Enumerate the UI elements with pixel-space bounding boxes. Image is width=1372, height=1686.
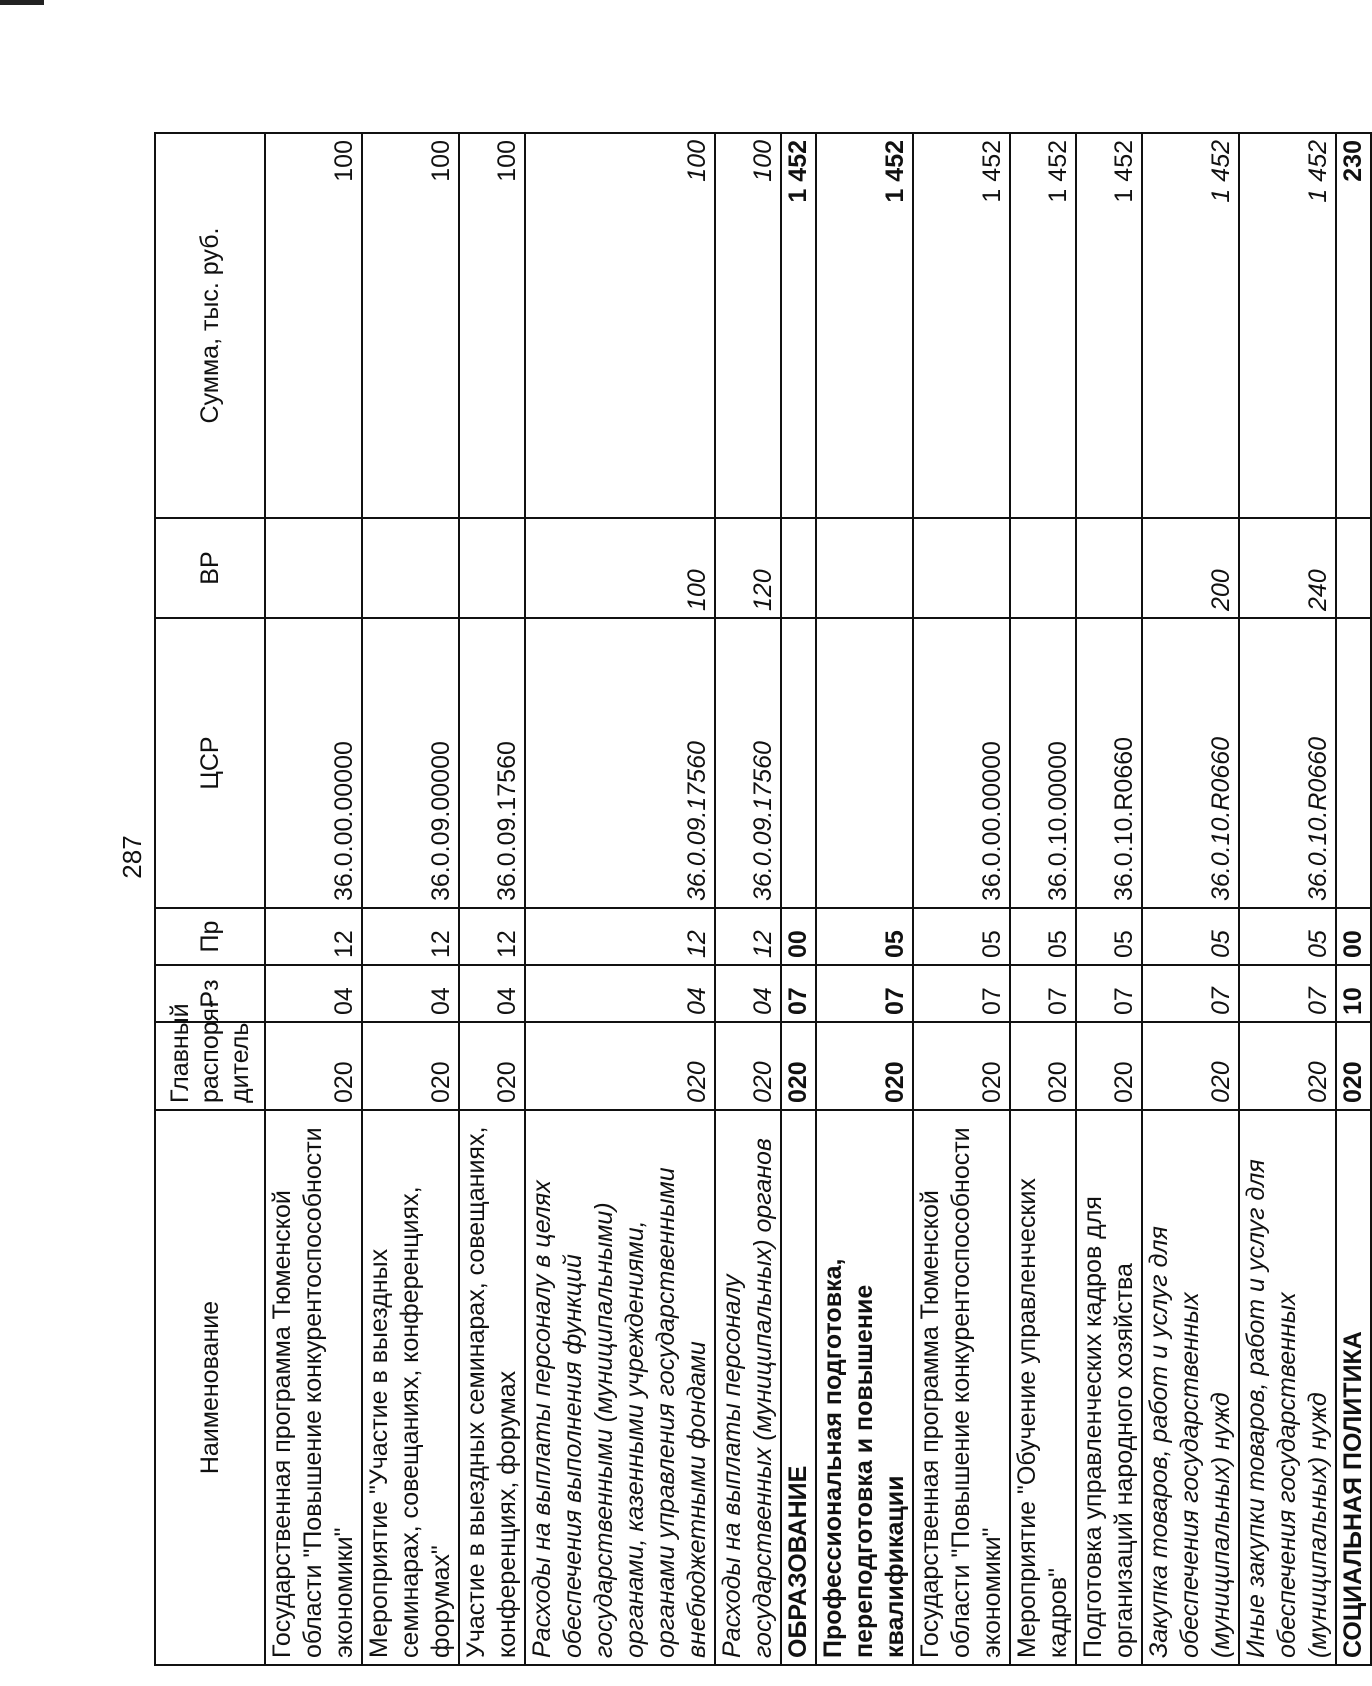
table-row: [1010, 133, 1076, 1665]
cell-section: 10: [1336, 965, 1371, 1022]
cell-subsection: 05: [816, 908, 913, 965]
cell-subsection: 05: [1142, 908, 1239, 965]
table-row: [1336, 133, 1371, 1665]
cell-amount: 1 452: [1142, 133, 1239, 518]
cell-expense-type: 100: [525, 518, 715, 618]
cell-amount: 1 452: [1076, 133, 1142, 518]
header-amount: Сумма, тыс. руб.: [155, 133, 265, 518]
cell-target-article: 36.0.10.R0660: [1076, 618, 1142, 908]
cell-amount: 100: [459, 133, 525, 518]
cell-amount: 1 452: [913, 133, 1010, 518]
cell-target-article: 36.0.10.R0660: [1142, 618, 1239, 908]
cell-section: 07: [913, 965, 1010, 1022]
cell-name: Мероприятие "Обучение управленческих кадров": [1010, 1110, 1076, 1665]
header-target-article: ЦСР: [155, 618, 265, 908]
cell-amount: 230: [1336, 133, 1371, 518]
table-row: [1076, 133, 1142, 1665]
table-header-row: [155, 133, 265, 1665]
cell-amount: 1 452: [816, 133, 913, 518]
cell-section: 04: [715, 965, 781, 1022]
table-row: [816, 133, 913, 1665]
cell-name: Закупка товаров, работ и услуг для обеспечения государственных (муниципальных) нужд: [1142, 1110, 1239, 1665]
table-body: [265, 133, 1371, 1665]
table-row: [525, 133, 715, 1665]
header-expense-type: ВР: [155, 518, 265, 618]
cell-section: 04: [362, 965, 459, 1022]
cell-main-manager: 020: [1336, 1022, 1371, 1110]
cell-name: Расходы на выплаты персоналу в целях обеспечения выполнения функций государственными (муниципальными) органами, казенными учреждениями, органами управления государственными внебюджетными фондами: [525, 1110, 715, 1665]
cell-name: Профессиональная подготовка, переподготовка и повышение квалификации: [816, 1110, 913, 1665]
cell-section: 04: [265, 965, 362, 1022]
cell-expense-type: [1076, 518, 1142, 618]
cell-subsection: 12: [459, 908, 525, 965]
table-row: [1239, 133, 1336, 1665]
cell-target-article: 36.0.10.R0660: [1239, 618, 1336, 908]
cell-subsection: 12: [525, 908, 715, 965]
cell-name: Подготовка управленческих кадров для организаций народного хозяйства: [1076, 1110, 1142, 1665]
scan-edge-mark: [0, 0, 44, 5]
cell-name: Расходы на выплаты персоналу государственных (муниципальных) органов: [715, 1110, 781, 1665]
cell-target-article: [1336, 618, 1371, 908]
table-row: [1142, 133, 1239, 1665]
cell-section: 07: [1142, 965, 1239, 1022]
cell-amount: 100: [715, 133, 781, 518]
cell-expense-type: [1010, 518, 1076, 618]
cell-subsection: 00: [781, 908, 816, 965]
cell-target-article: 36.0.09.00000: [362, 618, 459, 908]
cell-section: 07: [1239, 965, 1336, 1022]
table-row: [913, 133, 1010, 1665]
cell-main-manager: 020: [1076, 1022, 1142, 1110]
table-row: [781, 133, 816, 1665]
cell-name: СОЦИАЛЬНАЯ ПОЛИТИКА: [1336, 1110, 1371, 1665]
cell-main-manager: 020: [781, 1022, 816, 1110]
cell-section: 04: [525, 965, 715, 1022]
cell-subsection: 05: [1076, 908, 1142, 965]
cell-section: 07: [1076, 965, 1142, 1022]
cell-subsection: 12: [265, 908, 362, 965]
cell-expense-type: [781, 518, 816, 618]
budget-table: [154, 132, 1372, 1666]
cell-expense-type: [913, 518, 1010, 618]
cell-amount: 1 452: [1239, 133, 1336, 518]
cell-target-article: [781, 618, 816, 908]
cell-subsection: 12: [715, 908, 781, 965]
cell-name: Участие в выездных семинарах, совещаниях, конференциях, форумах: [459, 1110, 525, 1665]
cell-target-article: 36.0.09.17560: [459, 618, 525, 908]
cell-target-article: 36.0.09.17560: [525, 618, 715, 908]
cell-subsection: 05: [1239, 908, 1336, 965]
cell-main-manager: 020: [1239, 1022, 1336, 1110]
table-row: [715, 133, 781, 1665]
table-row: [362, 133, 459, 1665]
cell-main-manager: 020: [525, 1022, 715, 1110]
cell-target-article: 36.0.00.00000: [913, 618, 1010, 908]
cell-main-manager: 020: [715, 1022, 781, 1110]
cell-section: 07: [1010, 965, 1076, 1022]
header-name: Наименование: [155, 1110, 265, 1665]
cell-subsection: 00: [1336, 908, 1371, 965]
cell-name: Государственная программа Тюменской области "Повышение конкурентоспособности экономики": [913, 1110, 1010, 1665]
page-number: 287: [117, 835, 147, 879]
cell-main-manager: 020: [459, 1022, 525, 1110]
cell-expense-type: 200: [1142, 518, 1239, 618]
header-section: Рз: [155, 965, 265, 1022]
cell-expense-type: [362, 518, 459, 618]
cell-main-manager: 020: [1010, 1022, 1076, 1110]
cell-amount: 100: [265, 133, 362, 518]
table-row: [459, 133, 525, 1665]
cell-amount: 1 452: [1010, 133, 1076, 518]
cell-section: 07: [816, 965, 913, 1022]
cell-expense-type: [265, 518, 362, 618]
cell-main-manager: 020: [362, 1022, 459, 1110]
header-subsection: Пр: [155, 908, 265, 965]
cell-expense-type: [1336, 518, 1371, 618]
cell-section: 04: [459, 965, 525, 1022]
table-row: [265, 133, 362, 1665]
cell-name: ОБРАЗОВАНИЕ: [781, 1110, 816, 1665]
cell-main-manager: 020: [913, 1022, 1010, 1110]
cell-amount: 100: [362, 133, 459, 518]
cell-section: 07: [781, 965, 816, 1022]
cell-subsection: 05: [913, 908, 1010, 965]
budget-table-container: [154, 134, 1367, 1666]
cell-target-article: [816, 618, 913, 908]
cell-target-article: 36.0.09.17560: [715, 618, 781, 908]
cell-amount: 100: [525, 133, 715, 518]
cell-expense-type: [816, 518, 913, 618]
cell-name: Иные закупки товаров, работ и услуг для обеспечения государственных (муниципальных) нужд: [1239, 1110, 1336, 1665]
cell-name: Государственная программа Тюменской области "Повышение конкурентоспособности экономики": [265, 1110, 362, 1665]
cell-expense-type: [459, 518, 525, 618]
cell-expense-type: 240: [1239, 518, 1336, 618]
cell-subsection: 05: [1010, 908, 1076, 965]
cell-subsection: 12: [362, 908, 459, 965]
cell-amount: 1 452: [781, 133, 816, 518]
cell-main-manager: 020: [816, 1022, 913, 1110]
cell-main-manager: 020: [265, 1022, 362, 1110]
cell-target-article: 36.0.10.00000: [1010, 618, 1076, 908]
header-main-manager: Главный распоря-дитель: [155, 1022, 265, 1110]
cell-target-article: 36.0.00.00000: [265, 618, 362, 908]
cell-expense-type: 120: [715, 518, 781, 618]
cell-main-manager: 020: [1142, 1022, 1239, 1110]
cell-name: Мероприятие "Участие в выездных семинарах, совещаниях, конференциях, форумах": [362, 1110, 459, 1665]
